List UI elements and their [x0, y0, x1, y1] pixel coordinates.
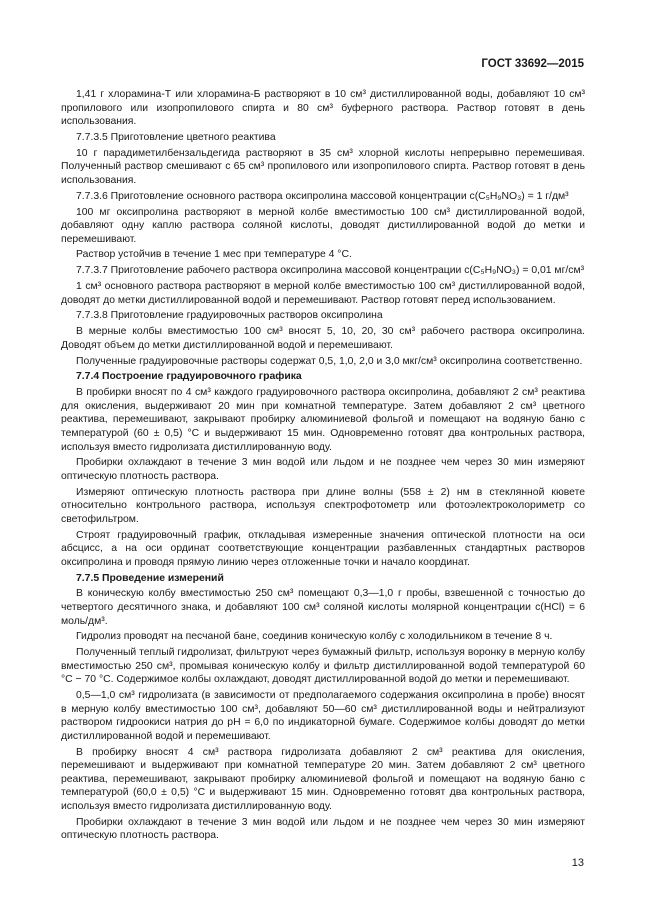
document-body	[61, 88, 585, 843]
subsection-heading: 7.7.3.7 Приготовление рабочего раствора оксипролина массовой концентрации c(C₅H₉NO₃) = 0,01 мг/см³	[76, 265, 585, 277]
paragraph: Измеряют оптическую плотность раствора при длине волны (558 ± 2) нм в стеклянной кювете относительно контрольного раствора, используя спектрофотометр или фотоэлектроколориметр со светофильтром.	[61, 486, 585, 525]
paragraph: 100 мг оксипролина растворяют в мерной колбе вместимостью 100 см³ дистиллированной водой, добавляют одну каплю раствора соляной кислоты, доводят дистиллированной водой до метки и перемешивают.	[61, 206, 585, 245]
document-header: ГОСТ 33692—2015	[481, 58, 584, 70]
subsection-heading: 7.7.3.6 Приготовление основного раствора оксипролина массовой концентрации c(C₅H₉NO₃) = 1 г/дм³	[76, 190, 569, 202]
subsection-heading: 7.7.3.8 Приготовление градуировочных растворов оксипролина	[76, 310, 383, 322]
section-heading: 7.7.4 Построение градуировочного графика	[76, 371, 302, 383]
paragraph: 10 г парадиметилбензальдегида растворяют в 35 см³ хлорной кислоты непрерывно перемешивая. Полученный раствор смешивают с 65 см³ пропилового или изопропилового спирта. Раствор готовят в день использования.	[61, 147, 585, 186]
paragraph: 1,41 г хлорамина-Т или хлорамина-Б растворяют в 10 см³ дистиллированной воды, добавляют 10 см³ пропилового или изопропилового спирта и 80 см³ буферного раствора. Раствор готовят в день использования.	[61, 89, 585, 128]
paragraph: В пробирки вносят по 4 см³ каждого градуировочного раствора оксипролина, добавляют 2 см³ реактива для окисления, выдерживают 20 мин при комнатной температуре. Затем добавляют 2 см³ цветного реактива, перемешивают, закрывают пробирку алюминиевой фольгой и помещают на водяную баню с температурой (60 ± 0,5) °С и выдерживают 15 мин. Одновременно готовят два контрольных раствора, используя вместо гидролизата дистиллированную воду.	[61, 387, 585, 453]
paragraph: Полученные градуировочные растворы содержат 0,5, 1,0, 2,0 и 3,0 мкг/см³ оксипролина соответственно.	[76, 355, 583, 367]
paragraph: В пробирку вносят 4 см³ раствора гидролизата добавляют 2 см³ реактива для окисления, перемешивают и выдерживают при комнатной температуре 20 мин. Затем добавляют 2 см³ цветного реактива, перемешивают, закрывают пробирку алюминиевой фольгой и помещают на водяную баню с температурой (60,0 ± 0,5) °С и выдерживают 15 мин. Одновременно готовят два контрольных раствора, используя вместо гидролизата дистиллированную воду.	[61, 746, 585, 813]
section-heading: 7.7.5 Проведение измерений	[76, 572, 224, 584]
paragraph: В коническую колбу вместимостью 250 см³ помещают 0,3—1,0 г пробы, взвешенной с точностью до четвертого десятичного знака, и добавляют 100 см³ соляной кислоты молярной концентрации c(HCl) = 6 моль/дм³.	[61, 588, 585, 627]
page-number: 13	[571, 857, 584, 869]
paragraph: Пробирки охлаждают в течение 3 мин водой или льдом и не позднее чем через 30 мин измеряют оптическую плотность раствора.	[61, 816, 585, 842]
paragraph: Раствор устойчив в течение 1 мес при температуре 4 °С.	[76, 249, 352, 261]
subsection-heading: 7.7.3.5 Приготовление цветного реактива	[76, 131, 276, 143]
paragraph: Пробирки охлаждают в течение 3 мин водой или льдом и не позднее чем через 30 мин измеряют оптическую плотность раствора.	[61, 457, 585, 482]
paragraph: 1 см³ основного раствора растворяют в мерной колбе вместимостью 100 см³ дистиллированной водой, доводят до метки дистиллированной водой и перемешивают. Раствор готовят перед использованием.	[61, 281, 585, 306]
paragraph: Гидролиз проводят на песчаной бане, соединив коническую колбу с холодильником в течение 8 ч.	[76, 631, 553, 643]
paragraph: Строят градуировочный график, откладывая измеренные значения оптической плотности на оси абсцисс, а на оси ординат соответствующие концентрации разбавленных стандартных растворов оксипролина и проводя прямую линию через отложенные точки и начало координат.	[61, 529, 585, 568]
paragraph: 0,5—1,0 см³ гидролизата (в зависимости от предполагаемого содержания оксипролина в пробе) вносят в мерную колбу вместимостью 100 см³, добавляют 50—60 см³ дистиллированной воды и нейтрализуют раствором гидроокиси натрия до pH = 6,0 по индикаторной бумаге. Содержимое колбы доводят до метки дистиллированной водой и перемешивают.	[61, 690, 585, 742]
paragraph: В мерные колбы вместимостью 100 см³ вносят 5, 10, 20, 30 см³ рабочего раствора оксипролина. Доводят объем до метки дистиллированной водой и перемешивают.	[61, 326, 585, 351]
paragraph: Полученный теплый гидролизат, фильтруют через бумажный фильтр, используя воронку в мерную колбу вместимостью 250 см³, промывая коническую колбу и фильтр дистиллированной водой температурой 60 °С − 70 °С. Содержимое колбы охлаждают, доводят дистиллированной водой до метки и перемешивают.	[61, 647, 585, 686]
